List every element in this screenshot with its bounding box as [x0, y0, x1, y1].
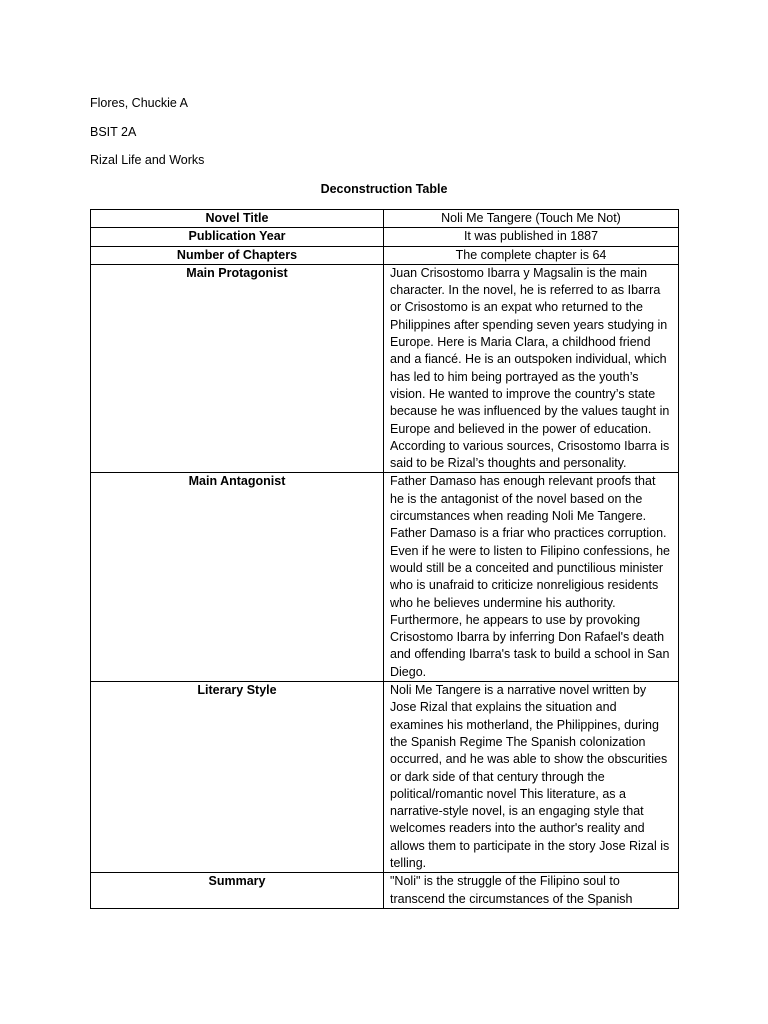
- row-label-number-of-chapters: Number of Chapters: [91, 246, 384, 264]
- deconstruction-table: [90, 209, 679, 909]
- table-row: [91, 210, 679, 228]
- course-title: Rizal Life and Works: [90, 153, 205, 167]
- row-value-number-of-chapters: The complete chapter is 64: [384, 246, 679, 264]
- table-row: [91, 682, 679, 873]
- row-value-main-protagonist: Juan Crisostomo Ibarra y Magsalin is the main character. In the novel, he is referred to as Ibarra or Crisostomo is an expat who returned to the Philippines after spending seven years studying in Europe. Here is Maria Clara, a childhood friend and a fiancé. He is an outspoken individual, which has led to him being portrayed as the youth’s vision. He wanted to improve the country’s state because he was influenced by the values taught in Europe and believed in the power of education. According to various sources, Crisostomo Ibarra is said to be Rizal’s thoughts and personality.: [384, 264, 679, 473]
- row-value-literary-style: Noli Me Tangere is a narrative novel written by Jose Rizal that explains the situation and examines his motherland, the Philippines, during the Spanish Regime The Spanish colonization occurred, and he was able to show the obscurities or dark side of that century through the political/romantic novel This literature, as a narrative-style novel, is an engaging style that welcomes readers into the author's reality and allows them to participate in the story Jose Rizal is telling.: [384, 682, 679, 873]
- row-label-main-protagonist: Main Protagonist: [91, 264, 384, 473]
- table-row: [91, 228, 679, 246]
- row-value-novel-title: Noli Me Tangere (Touch Me Not): [384, 210, 679, 228]
- row-value-publication-year: It was published in 1887: [384, 228, 679, 246]
- table-row: [91, 264, 679, 473]
- student-name: Flores, Chuckie A: [90, 96, 188, 110]
- student-section: BSIT 2A: [90, 125, 137, 139]
- document-title: Deconstruction Table: [320, 182, 448, 196]
- row-value-main-antagonist: Father Damaso has enough relevant proofs that he is the antagonist of the novel based on the circumstances when reading Noli Me Tangere. Father Damaso is a friar who practices corruption. Even if he were to listen to Filipino confessions, he would still be a conceited and punctilious minister who is unafraid to criticize nonreligious residents who he believes undermine his authority. Furthermore, he appears to use by provoking Crisostomo Ibarra by inferring Don Rafael's death and offending Ibarra's task to build a school in San Diego.: [384, 473, 679, 682]
- row-label-literary-style: Literary Style: [91, 682, 384, 873]
- row-label-publication-year: Publication Year: [91, 228, 384, 246]
- table-row: [91, 873, 679, 909]
- row-value-summary: "Noli" is the struggle of the Filipino soul to transcend the circumstances of the Spanish: [384, 873, 679, 909]
- row-label-summary: Summary: [91, 873, 384, 909]
- row-label-main-antagonist: Main Antagonist: [91, 473, 384, 682]
- table-row: [91, 473, 679, 682]
- table-row: [91, 246, 679, 264]
- row-label-novel-title: Novel Title: [91, 210, 384, 228]
